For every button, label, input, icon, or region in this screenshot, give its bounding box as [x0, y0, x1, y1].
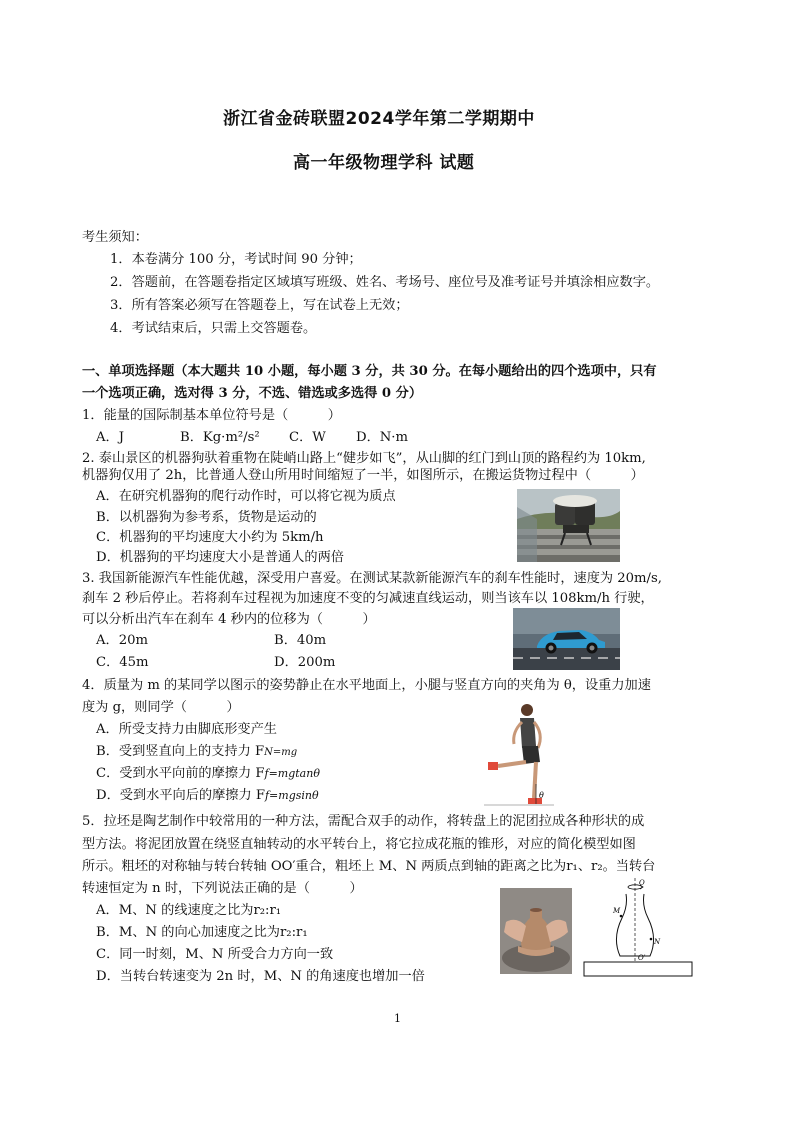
q5-option-c: C．同一时刻，M、N 所受合力方向一致: [96, 947, 334, 962]
section-heading-line1: 一、单项选择题（本大题共 10 小题，每小题 3 分，共 30 分。在每小题给出的四个选项中，只有: [82, 364, 657, 379]
q3-stem-line3: 可以分析出汽车在刹车 4 秒内的位移为（ ）: [82, 612, 376, 627]
point-m-label: M: [613, 907, 621, 915]
q4-stem-line2: 度为 g，则同学（ ）: [82, 700, 240, 715]
axis-o-label: O: [639, 879, 645, 887]
q5-stem-line2: 型方法。将泥团放置在绕竖直轴转动的水平转台上，将它拉成花瓶的锥形，对应的简化模型如图: [82, 837, 636, 852]
q5-stem-line3: 所示。粗坯的对称轴与转台转轴 OO′重合，粗坯上 M、N 两质点到轴的距离之比为r₁、r₂。当转台: [82, 859, 656, 874]
q3-option-c: C．45m: [96, 655, 149, 670]
q1-option-d: D．N·m: [356, 430, 408, 445]
q5-option-a: A．M、N 的线速度之比为r₂:r₁: [96, 903, 282, 918]
q3-stem-line2: 刹车 2 秒后停止。若将刹车过程视为加速度不变的匀减速直线运动，则当该车以 108km/h 行驶，: [82, 591, 654, 606]
section-heading-line2: 一个选项正确，选对得 3 分，不选、错选或多选得 0 分）: [82, 386, 423, 401]
q2-option-d: D．机器狗的平均速度大小是普通人的两倍: [96, 550, 344, 565]
point-n-label: N: [654, 938, 661, 946]
q2-stem-line1: 2. 泰山景区的机器狗驮着重物在陡峭山路上“健步如飞”，从山脚的红门到山顶的路程约为 10km,: [82, 451, 646, 466]
exam-title-line1: 浙江省金砖联盟2024学年第二学期期中: [223, 109, 535, 129]
notice-heading: 考生须知：: [82, 230, 148, 245]
q2-option-b: B．以机器狗为参考系，货物是运动的: [96, 510, 317, 525]
q4-option-b: B．受到竖直向上的支持力 FN=mg: [96, 744, 298, 759]
student-pose-photo: [484, 700, 554, 810]
notice-item-3: 3．所有答案必须写在答题卷上，写在试卷上无效；: [110, 298, 409, 313]
q2-option-a: A．在研究机器狗的爬行动作时，可以将它视为质点: [96, 489, 396, 504]
q1-option-c: C．W: [289, 430, 326, 445]
q1-option-a: A．J: [96, 430, 124, 445]
exam-title-line2: 高一年级物理学科 试题: [293, 153, 475, 173]
axis-o-prime-label: O′: [638, 954, 646, 962]
q5-stem-line1: 5．拉坯是陶艺制作中较常用的一种方法，需配合双手的动作，将转盘上的泥团拉成各种形状的成: [82, 814, 645, 829]
page-number: 1: [394, 1012, 401, 1025]
car-photo: [513, 608, 620, 670]
q5-option-d: D．当转台转速变为 2n 时，M、N 的角速度也增加一倍: [96, 969, 425, 984]
q4-option-a: A．所受支持力由脚底形变产生: [96, 722, 277, 737]
robot-dog-photo: [517, 489, 620, 562]
q4-option-c: C．受到水平向前的摩擦力 Ff=mgtanθ: [96, 766, 320, 781]
q1-stem: 1．能量的国际制基本单位符号是（ ）: [82, 408, 341, 423]
q5-option-b: B．M、N 的向心加速度之比为r₂:r₁: [96, 925, 308, 940]
q2-option-c: C．机器狗的平均速度大小约为 5km/h: [96, 530, 324, 545]
q3-option-a: A．20m: [96, 633, 148, 648]
q3-option-b: B．40m: [274, 633, 327, 648]
q3-option-d: D．200m: [274, 655, 336, 670]
notice-item-1: 1．本卷满分 100 分，考试时间 90 分钟；: [110, 252, 362, 267]
q2-stem-line2: 机器狗仅用了 2h，比普通人登山所用时间缩短了一半，如图所示，在搬运货物过程中（ ）: [82, 468, 644, 483]
q4-option-d: D．受到水平向后的摩擦力 Ff=mgsinθ: [96, 788, 319, 803]
q3-stem-line1: 3. 我国新能源汽车性能优越，深受用户喜爱。在测试某款新能源汽车的刹车性能时，速度为 20m/s,: [82, 571, 662, 586]
q4-stem-line1: 4．质量为 m 的某同学以图示的姿势静止在水平地面上，小腿与竖直方向的夹角为 θ，设重力加速: [82, 678, 651, 693]
theta-label: θ: [539, 791, 544, 800]
notice-item-4: 4．考试结束后，只需上交答题卷。: [110, 321, 317, 336]
q1-option-b: B．Kg·m²/s²: [180, 430, 260, 445]
notice-item-2: 2．答题前，在答题卷指定区域填写班级、姓名、考场号、座位号及准考证号并填涂相应数字。: [110, 275, 660, 290]
vase-diagram: [578, 876, 696, 980]
q5-stem-line4: 转速恒定为 n 时，下列说法正确的是（ ）: [82, 881, 363, 896]
pottery-photo: [500, 888, 572, 974]
